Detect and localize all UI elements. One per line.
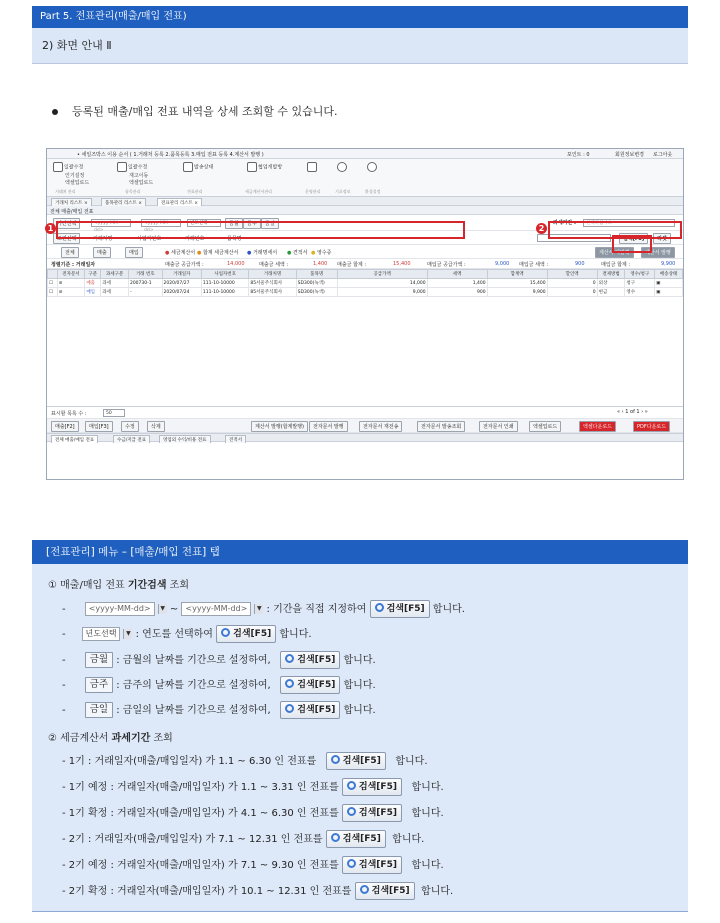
col-bizno: 사업자번호 bbox=[201, 270, 248, 279]
tab-all-vouchers[interactable]: 전체 매출/매입 전표 bbox=[51, 435, 98, 443]
page-size-label: 표시할 목록 수 : bbox=[51, 411, 87, 417]
group-label: 품목관리 bbox=[125, 189, 141, 194]
chart-icon bbox=[307, 162, 317, 172]
ribbon-item[interactable]: 일괄수정 재고이동 엑셀업로드 bbox=[117, 162, 153, 186]
filter-purchase[interactable]: 매입 bbox=[125, 247, 143, 258]
app-tabs bbox=[47, 197, 683, 206]
col-date: 거래일자 bbox=[162, 270, 201, 279]
sum-label: 매입금 합계 : bbox=[601, 262, 631, 268]
issue-sum-button[interactable]: 계산서 발행(합계발행) bbox=[251, 421, 308, 432]
col-tax: 세액 bbox=[427, 270, 487, 279]
heading-tax-period: ② 세금계산서 과세기간 조회 bbox=[48, 733, 173, 744]
ribbon-info[interactable] bbox=[337, 162, 348, 172]
search-button[interactable]: 검색[F5] bbox=[619, 233, 648, 244]
not-issued-button[interactable]: 계산서 미발행 bbox=[595, 247, 634, 258]
tab-non-op[interactable]: 영업외 수익/비용 전표 bbox=[159, 435, 211, 443]
sum-value: 1,400 bbox=[313, 261, 328, 267]
app-screenshot bbox=[46, 148, 684, 480]
search-button-sample: 검색[F5] bbox=[280, 676, 340, 694]
tax-period-label: 과세기간 : bbox=[553, 220, 577, 226]
excel-upload-button[interactable]: 엑셀업로드 bbox=[529, 421, 561, 432]
col-discount: 할인액 bbox=[547, 270, 597, 279]
period-line-3: - 1기 확정 : 거래일자(매출/매입일자) 가 4.1 ~ 6.30 인 전표를 검색[F5] 합니다. bbox=[62, 804, 444, 822]
app-title-bar bbox=[47, 149, 683, 159]
group-label: 세금계산서관리 bbox=[245, 189, 273, 194]
search-button-sample: 검색[F5] bbox=[280, 651, 340, 669]
point-display: 포인트 : 0 bbox=[567, 152, 590, 158]
search-icon bbox=[375, 603, 384, 612]
table-row[interactable]: ☐ ⊘ 매입 과세 - 2020/07/24 111-10-10000 85서울주식회사 SD300(녹색) 9,000 900 9,900 0 현금 영수 ▣ bbox=[48, 288, 683, 297]
filter-all[interactable]: 전체 bbox=[61, 247, 79, 258]
intro-bullet bbox=[52, 103, 337, 119]
year-select[interactable]: 년도선택 bbox=[187, 219, 221, 227]
legend-estimate: ● 견적서 bbox=[287, 250, 308, 256]
reset-button[interactable]: 리셋 bbox=[653, 233, 671, 244]
line-day: - 금일 : 금일의 날짜를 기간으로 설정하여, 검색[F5] 합니다. bbox=[62, 701, 376, 719]
ribbon-settings[interactable] bbox=[367, 162, 378, 172]
pager[interactable]: « ‹ 1 of 1 › » bbox=[617, 409, 648, 415]
marker-2: 2 bbox=[536, 223, 547, 234]
sum-label: 매출금 세액 : bbox=[259, 262, 289, 268]
ribbon-ops[interactable] bbox=[307, 162, 318, 172]
year-select-sample: 년도선택 bbox=[82, 627, 121, 641]
cond-txno[interactable]: 거래번호 bbox=[185, 236, 205, 242]
col-taxtype: 과세구분 bbox=[101, 270, 129, 279]
ribbon-voucher[interactable]: 발송상태 bbox=[183, 162, 213, 172]
filter-sales[interactable]: 매출 bbox=[93, 247, 111, 258]
tab-estimate[interactable]: 견적서 bbox=[225, 435, 246, 443]
table-row[interactable]: ☐ ⊘ 매출 과세 200730-1 2020/07/27 111-10-10000 85서울주식회사 SD300(녹색) 14,000 1,400 15,400 0 외상 청구 ▣ bbox=[48, 279, 683, 288]
cond-item[interactable]: 품목명 bbox=[227, 236, 242, 242]
delete-button[interactable]: 삭제 bbox=[147, 421, 165, 432]
voucher-icon bbox=[183, 162, 193, 172]
guide-box bbox=[32, 564, 688, 912]
line-year: - 년도선택 ▼ : 연도를 선택하여 검색[F5] 합니다. bbox=[62, 625, 312, 643]
period-line-4: - 2기 : 거래일자(매출/매입일자) 가 7.1 ~ 12.31 인 전표를 검색[F5] 합니다. bbox=[62, 830, 424, 848]
group-label: 운영관리 bbox=[305, 189, 321, 194]
ribbon-tax[interactable]: 협업개발방 bbox=[247, 162, 282, 172]
sum-label: 매입금 세액 : bbox=[519, 262, 549, 268]
start-date-sample: <yyyy-MM-dd> bbox=[85, 602, 155, 616]
col-check[interactable] bbox=[48, 270, 58, 279]
search-button-sample: 검색[F5] bbox=[370, 600, 430, 618]
sum-label: 매입금 공급가액 : bbox=[427, 262, 466, 268]
col-pay: 결제방법 bbox=[597, 270, 625, 279]
period-line-1: - 1기 : 거래일자(매출/매입일자) 가 1.1 ~ 6.30 인 전표를 검색[F5] 합니다. bbox=[62, 752, 428, 770]
client-icon bbox=[53, 162, 63, 172]
tab-collect[interactable]: 수금/지급 전표 bbox=[113, 435, 150, 443]
start-date-input[interactable]: <yyyy-MM-dd> bbox=[91, 219, 131, 227]
section-header: 2) 화면 안내 Ⅱ bbox=[32, 28, 688, 64]
logout-link[interactable]: 로그아웃 bbox=[653, 152, 673, 158]
usage-steps: • 세일즈박스 이용 순서 ( 1.거래처 등록 2.품목등록 3.매입 전표 등록 4.계산서 발행 ) bbox=[77, 152, 264, 158]
bottom-tabs bbox=[47, 433, 683, 442]
voucher-grid bbox=[47, 269, 683, 407]
cond-client[interactable]: 거래처명 bbox=[93, 236, 113, 242]
period-label: 기간선택 bbox=[53, 218, 80, 229]
search-button-sample: 검색[F5] bbox=[326, 752, 386, 770]
col-receipt: 영수/청구 bbox=[625, 270, 655, 279]
search-button-sample: 검색[F5] bbox=[326, 830, 386, 848]
intro-text: 등록된 매출/매입 전표 내역을 상세 조회할 수 있습니다. bbox=[72, 105, 338, 118]
end-date-input[interactable]: <yyyy-MM-dd> bbox=[141, 219, 181, 227]
search-icon bbox=[221, 628, 230, 637]
info-icon bbox=[337, 162, 347, 172]
sum-label: 매출금 공급가액 : bbox=[165, 262, 204, 268]
marker-1: 1 bbox=[45, 223, 56, 234]
app-section-title: 전체 매출/매입 전표 bbox=[47, 206, 683, 215]
item-icon bbox=[117, 162, 127, 172]
add-sales-button[interactable]: 매출[F2] bbox=[51, 421, 79, 432]
col-type: 구분 bbox=[85, 270, 101, 279]
page-size-select[interactable]: 50 bbox=[103, 409, 125, 417]
search-icon bbox=[347, 781, 356, 790]
tax-invoice-icon bbox=[247, 162, 257, 172]
col-item: 품목명 bbox=[296, 270, 337, 279]
tab-item-list[interactable]: 품목관리 리스트 × bbox=[101, 198, 146, 206]
line-date-range: - <yyyy-MM-dd> ▼ ~ <yyyy-MM-dd> ▼ : 기간을 직접 지정하여 검색[F5] 합니다. bbox=[62, 600, 465, 618]
ship-icon[interactable]: ▣ bbox=[655, 288, 683, 297]
chevron-down-icon: ▼ bbox=[254, 604, 263, 614]
guide-title: [전표관리] 메뉴 – [매출/매입 전표] 탭 bbox=[32, 540, 688, 564]
sum-value: 900 bbox=[575, 261, 585, 267]
group-label: 거래처 관리 bbox=[55, 189, 76, 194]
legend-statement: ● 거래명세서 bbox=[247, 250, 278, 256]
search-icon bbox=[285, 679, 294, 688]
legend-receipt: ● 영수증 bbox=[311, 250, 332, 256]
col-total: 합계액 bbox=[487, 270, 547, 279]
search-button-sample: 검색[F5] bbox=[342, 856, 402, 874]
month-button[interactable]: 금월 bbox=[225, 218, 243, 229]
condition-label: 조건선택 bbox=[53, 233, 80, 244]
excel-download-button[interactable]: 엑셀다운로드 bbox=[579, 421, 616, 432]
col-supply: 공급가액 bbox=[337, 270, 427, 279]
end-date-sample: <yyyy-MM-dd> bbox=[181, 602, 251, 616]
sort-label: 정렬기준 : 거래일자 bbox=[51, 262, 96, 268]
search-button-sample: 검색[F5] bbox=[216, 625, 276, 643]
group-label: 전표관리 bbox=[187, 189, 203, 194]
search-icon bbox=[331, 755, 340, 764]
issued-button[interactable]: 계산서 발행 bbox=[641, 247, 675, 258]
col-txno: 거래 번호 bbox=[128, 270, 162, 279]
summary-row bbox=[47, 259, 683, 269]
legend-tax: ● 세금계산서 bbox=[165, 250, 196, 256]
sum-label: 매출금 합계 : bbox=[337, 262, 367, 268]
ship-icon[interactable]: ▣ bbox=[655, 279, 683, 288]
profile-link[interactable]: 회원정보변경 bbox=[615, 152, 644, 158]
pager-row bbox=[47, 407, 683, 419]
search-button-sample: 검색[F5] bbox=[342, 778, 402, 796]
search-icon bbox=[360, 885, 369, 894]
day-button-sample: 금일 bbox=[85, 702, 113, 718]
line-month: - 금월 : 금월의 날짜를 기간으로 설정하여, 검색[F5] 합니다. bbox=[62, 651, 376, 669]
gear-icon bbox=[367, 162, 377, 172]
ribbon bbox=[47, 159, 683, 197]
period-highlight bbox=[56, 221, 465, 239]
group-label: 기초정보 bbox=[335, 189, 351, 194]
sum-value: 9,000 bbox=[495, 261, 510, 267]
sum-value: 14,000 bbox=[227, 261, 245, 267]
heading-period: ① 매출/매입 전표 기간검색 조회 bbox=[48, 580, 189, 591]
search-icon bbox=[347, 859, 356, 868]
edoc-resend-button[interactable]: 전자문서 재전송 bbox=[359, 421, 402, 432]
sum-value: 15,400 bbox=[393, 261, 411, 267]
grid-header bbox=[48, 270, 683, 279]
week-button[interactable]: 금주 bbox=[243, 218, 261, 229]
col-ship: 배송상태 bbox=[655, 270, 683, 279]
group-label: 환경설정 bbox=[365, 189, 381, 194]
search-button-sample: 검색[F5] bbox=[280, 701, 340, 719]
sum-value: 9,900 bbox=[661, 261, 676, 267]
tax-period-select[interactable]: 선택하십시오 bbox=[583, 219, 675, 227]
period-line-5: - 2기 예정 : 거래일자(매출/매입일자) 가 7.1 ~ 9.30 인 전표를 검색[F5] 합니다. bbox=[62, 856, 444, 874]
month-button-sample: 금월 bbox=[85, 652, 113, 668]
search-icon bbox=[347, 807, 356, 816]
add-purchase-button[interactable]: 매입[F3] bbox=[85, 421, 113, 432]
search-button-sample: 검색[F5] bbox=[355, 882, 415, 900]
bullet-icon bbox=[52, 109, 58, 115]
week-button-sample: 금주 bbox=[85, 677, 113, 693]
search-highlight bbox=[612, 235, 652, 253]
line-week: - 금주 : 금주의 날짜를 기간으로 설정하여, 검색[F5] 합니다. bbox=[62, 676, 376, 694]
day-button[interactable]: 금일 bbox=[261, 218, 279, 229]
ribbon-client[interactable]: 일괄수정 인기설정 엑셀업로드 bbox=[53, 162, 89, 186]
search-button-sample: 검색[F5] bbox=[342, 804, 402, 822]
tab-client-list[interactable]: 거래처 리스트 × bbox=[51, 198, 92, 206]
pdf-download-button[interactable]: PDF다운로드 bbox=[633, 421, 670, 432]
legend-sum: ● 합계 세금계산서 bbox=[197, 250, 239, 256]
part-header: Part 5. 전표관리(매출/매입 전표) bbox=[32, 6, 688, 28]
edoc-issue-button[interactable]: 전자문서 발행 bbox=[309, 421, 348, 432]
period-line-6: - 2기 확정 : 거래일자(매출/매입일자) 가 10.1 ~ 12.31 인 전표를 검색[F5] 합니다. bbox=[62, 882, 453, 900]
cond-bizno[interactable]: 사업자번호 bbox=[137, 236, 162, 242]
chevron-down-icon: ▼ bbox=[123, 629, 132, 639]
tab-voucher-list[interactable]: 전표관리 리스트 × bbox=[157, 198, 202, 206]
search-icon bbox=[285, 654, 294, 663]
period-line-2: - 1기 예정 : 거래일자(매출/매입일자) 가 1.1 ~ 3.31 인 전표를 검색[F5] 합니다. bbox=[62, 778, 444, 796]
col-doc: 전자문서 bbox=[57, 270, 85, 279]
chevron-down-icon: ▼ bbox=[158, 604, 167, 614]
edit-button[interactable]: 수정 bbox=[121, 421, 139, 432]
search-icon bbox=[285, 704, 294, 713]
filter-row bbox=[47, 245, 683, 259]
edoc-query-button[interactable]: 전자문서 발송조회 bbox=[417, 421, 465, 432]
edoc-print-button[interactable]: 전자문서 인쇄 bbox=[479, 421, 518, 432]
bottom-toolbar bbox=[47, 419, 683, 433]
search-icon bbox=[331, 833, 340, 842]
col-client: 거래처명 bbox=[249, 270, 296, 279]
